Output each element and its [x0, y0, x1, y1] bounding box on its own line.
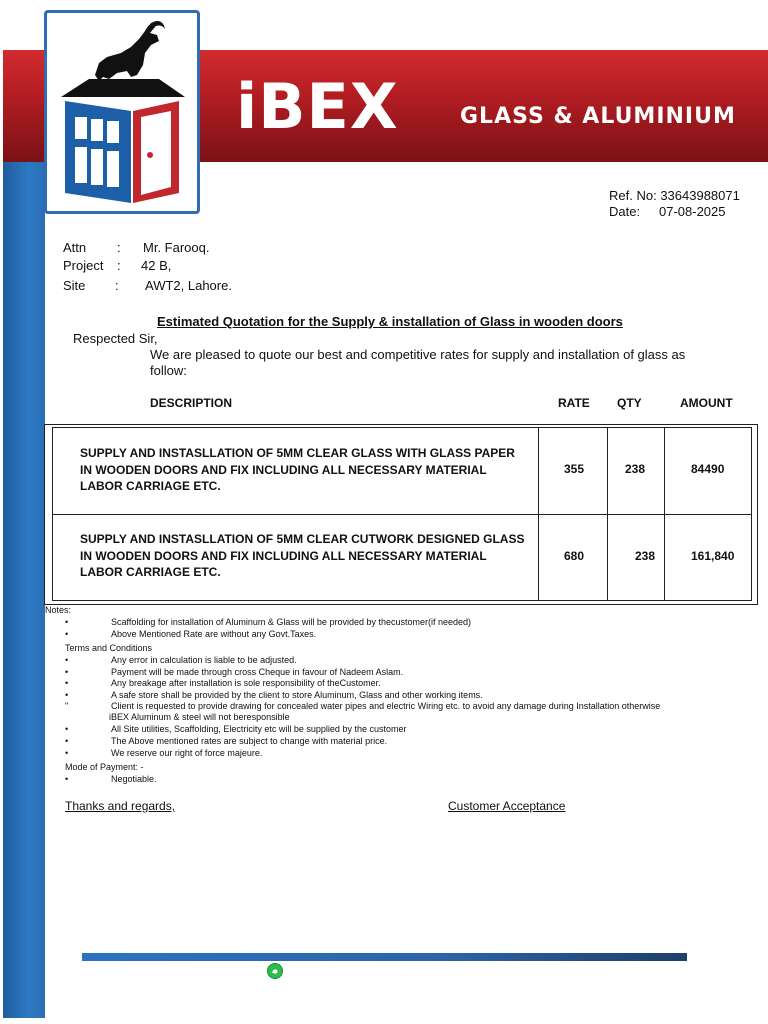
- note-item: Above Mentioned Rate are without any Govt.Taxes.: [111, 629, 317, 639]
- left-accent-bar: [3, 160, 45, 1018]
- term-item: A safe store shall be provided by the client to store Aluminum, Glass and other working items.: [111, 690, 483, 700]
- ibex-door-logo-icon: [47, 13, 197, 211]
- row-rate-cell: [538, 515, 607, 601]
- bullet: •: [65, 667, 69, 677]
- header-description: DESCRIPTION: [150, 396, 233, 410]
- site-separator: :: [115, 278, 119, 293]
- bullet: •: [65, 655, 69, 665]
- row-amount-cell: [664, 428, 752, 514]
- row-qty-cell: [607, 515, 665, 601]
- bullet: •: [65, 617, 69, 627]
- ref-value: 33643988071: [660, 188, 740, 203]
- site-label: Site: [63, 278, 86, 293]
- ref-label: Ref. No:: [609, 188, 657, 203]
- notes-label: Notes:: [45, 605, 72, 615]
- bullet: •: [65, 678, 69, 688]
- brand-subtitle: GLASS & ALUMINIUM: [460, 104, 736, 129]
- project-label: Project: [63, 258, 104, 273]
- brand-name: iBEX: [236, 70, 399, 143]
- header-rate: RATE: [558, 396, 590, 410]
- bullet: •: [65, 629, 69, 639]
- bullet: •: [65, 748, 69, 758]
- reference-block: [609, 188, 740, 220]
- row-qty-cell: [607, 428, 665, 514]
- quotation-title: Estimated Quotation for the Supply & installation of Glass in wooden doors: [157, 314, 623, 329]
- row-description: SUPPLY AND INSTASLLATION OF 5MM CLEAR GLASS WITH GLASS PAPER IN WOODEN DOORS AND FIX INCLUDING ALL NECESSARY MATERIAL LABOR CARRIAGE ETC.: [80, 446, 515, 493]
- term-item: We reserve our right of force majeure.: [111, 748, 263, 758]
- row-rate: 355: [564, 462, 585, 476]
- row-description-cell: [53, 428, 538, 514]
- row-amount-cell: [664, 515, 752, 601]
- payment-value: Negotiable.: [111, 774, 157, 784]
- attn-value: Mr. Farooq.: [143, 240, 210, 255]
- intro-line-2: follow:: [150, 363, 187, 378]
- row-description: SUPPLY AND INSTASLLATION OF 5MM CLEAR CUTWORK DESIGNED GLASS IN WOODEN DOORS AND FIX INCLUDING ALL NECESSARY MATERIAL LABOR CARRIAGE ETC.: [80, 532, 525, 579]
- intro-line-1: We are pleased to quote our best and competitive rates for supply and installation of glass as: [150, 347, 686, 362]
- whatsapp-icon: [267, 963, 283, 979]
- footer-bar: [82, 953, 687, 961]
- customer-acceptance: Customer Acceptance: [448, 799, 566, 813]
- term-item: Any error in calculation is liable to be adjusted.: [111, 655, 297, 665]
- term-item: Client is requested to provide drawing for concealed water pipes and electric Wiring etc. to avoid any damage during Installation otherwise: [111, 701, 661, 711]
- bullet: ": [65, 701, 69, 711]
- header-qty: QTY: [617, 396, 642, 410]
- row-rate-cell: [538, 428, 607, 514]
- term-item: All Site utilities, Scaffolding, Electricity etc will be supplied by the customer: [111, 724, 407, 734]
- table-row: [53, 514, 751, 601]
- site-value: AWT2, Lahore.: [145, 278, 232, 293]
- term-item: The Above mentioned rates are subject to change with material price.: [111, 736, 388, 746]
- quotation-table-inner: [52, 427, 752, 601]
- attn-label: Attn: [63, 240, 87, 255]
- payment-label: Mode of Payment: -: [65, 762, 144, 772]
- bullet: •: [65, 724, 69, 734]
- salutation: Respected Sir,: [73, 331, 158, 346]
- row-amount: 161,840: [691, 549, 735, 563]
- project-separator: :: [117, 258, 121, 273]
- table-row: [53, 428, 751, 514]
- term-item: Payment will be made through cross Cheque in favour of Nadeem Aslam.: [111, 667, 404, 677]
- company-logo: [44, 10, 200, 214]
- header-amount: AMOUNT: [680, 396, 733, 410]
- bullet: •: [65, 690, 69, 700]
- row-rate: 680: [564, 549, 585, 563]
- term-item: Any breakage after installation is sole responsibility of theCustomer.: [111, 678, 381, 688]
- row-qty: 238: [625, 462, 646, 476]
- project-value: 42 B,: [141, 258, 172, 273]
- term-item-continued: iBEX Aluminum & steel will not beresponsible: [109, 712, 290, 722]
- bullet: •: [65, 736, 69, 746]
- row-qty: 238: [635, 549, 656, 563]
- note-item: Scaffolding for installation of Aluminum & Glass will be provided by thecustomer(if needed): [111, 617, 472, 627]
- date-label: Date:: [609, 204, 641, 219]
- bullet: •: [65, 774, 69, 784]
- terms-label: Terms and Conditions: [65, 643, 153, 653]
- quotation-table: [44, 424, 758, 605]
- date-value: 07-08-2025: [659, 204, 726, 219]
- row-description-cell: [53, 515, 538, 601]
- thanks-regards: Thanks and regards,: [65, 799, 176, 813]
- attn-separator: :: [117, 240, 121, 255]
- row-amount: 84490: [691, 462, 725, 476]
